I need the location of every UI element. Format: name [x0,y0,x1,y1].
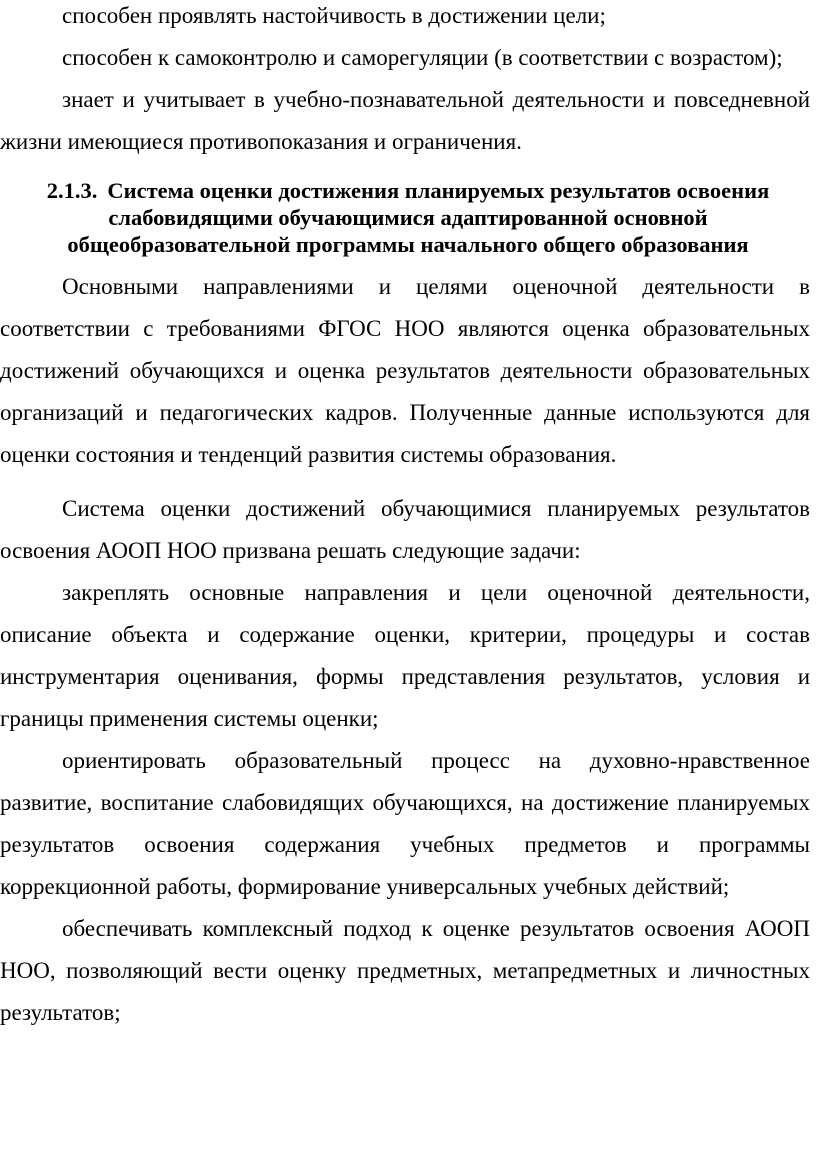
section-heading [0,177,816,258]
paragraph-persistence: способен проявлять настойчивость в достижении цели; [62,3,606,28]
paragraph-self-control: способен к самоконтролю и саморегуляции (в соответствии с возрастом); [62,45,783,70]
list-item-consolidate: закреплять основные направления и цели оценочной деятельности, описание объекта и содержание оценки, критерии, процедуры и состав инструментария оценивания, формы представления результатов, условия и границы применения системы оценки; [0,580,810,731]
list-item-comprehensive: обеспечивать комплексный подход к оценке результатов освоения АООП НОО, позволяющий вести оценку предметных, метапредметных и личностных результатов; [0,916,810,1025]
section-title: Система оценки достижения планируемых результатов освоения слабовидящими обучающимися адаптированной основной общеобразовательной программы начального общего образования [67,178,770,257]
section-number: 2.1.3. [46,178,98,203]
paragraph-main-directions: Основными направлениями и целями оценочной деятельности в соответствии с требованиями ФГОС НОО являются оценка образовательных достижений обучающихся и оценка результатов деятельности образовательных организаций и педагогических кадров. Полученные данные используются для оценки состояния и тенденций развития системы образования. [0,274,810,467]
list-item-orient: ориентировать образовательный процесс на духовно-нравственное развитие, воспитание слабовидящих обучающихся, на достижение планируемых результатов освоения содержания учебных предметов и программы коррекционной работы, формирование универсальных учебных действий; [0,748,810,899]
paragraph-assessment-system: Система оценки достижений обучающимися планируемых результатов освоения АООП НОО призвана решать следующие задачи: [0,496,810,563]
paragraph-contraindications: знает и учитывает в учебно-познавательной деятельности и повседневной жизни имеющиеся противопоказания и ограничения. [0,87,810,154]
